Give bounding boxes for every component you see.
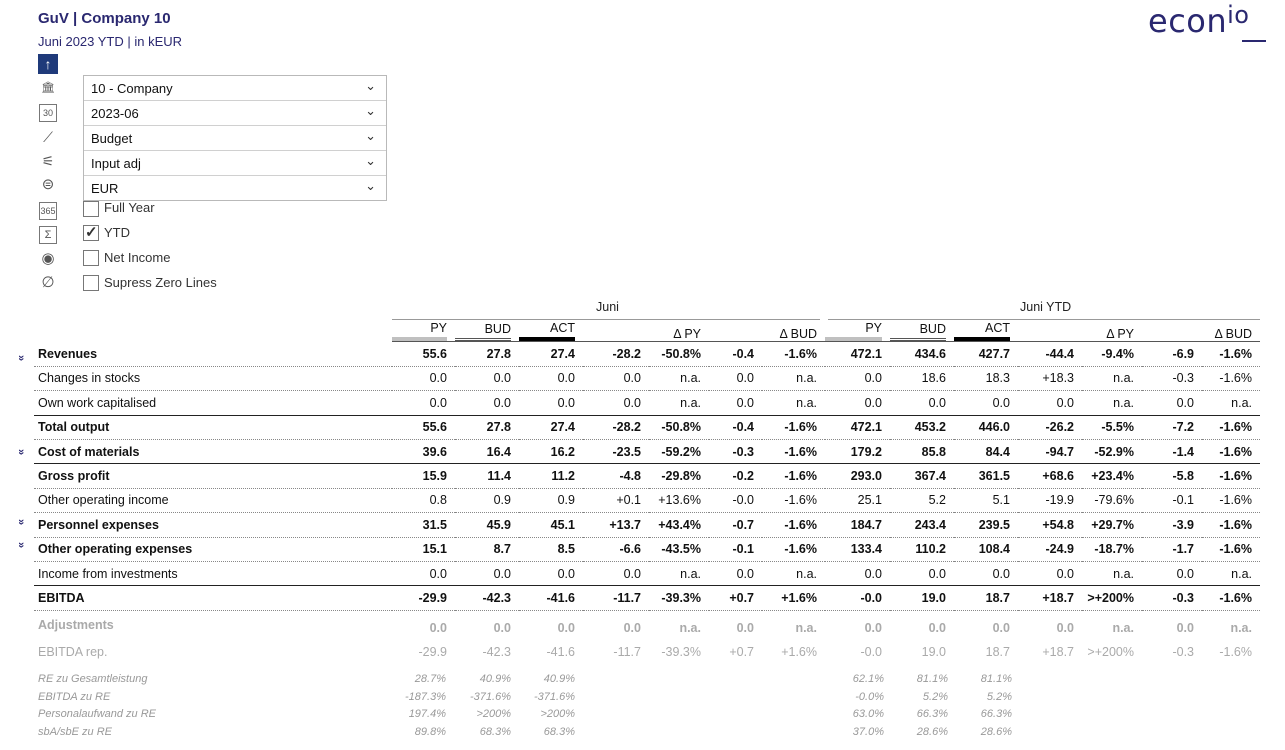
chevron-down-icon: ⌄	[365, 153, 376, 168]
table-cell: -1.6%	[1202, 342, 1260, 366]
table-cell: -24.9	[1018, 537, 1082, 561]
table-cell: n.a.	[649, 561, 709, 585]
table-cell: 31.5	[392, 513, 455, 537]
table-cell: +43.4%	[649, 513, 709, 537]
table-cell: +0.1	[583, 488, 649, 512]
kpi-value: 62.1%	[852, 673, 884, 685]
kpi-value: 28.6%	[980, 725, 1012, 738]
kpi-value: 89.8%	[414, 725, 446, 738]
kpi-value: 40.9%	[479, 673, 511, 685]
kpi-value: 40.9%	[543, 673, 575, 685]
table-cell: -0.1	[1142, 488, 1202, 512]
kpi-value: 68.3%	[479, 725, 511, 738]
suppress-zero-label: Supress Zero Lines	[104, 275, 217, 290]
table-cell: -6.6	[583, 537, 649, 561]
table-row[interactable]	[34, 561, 1260, 585]
table-cell: 0.0	[583, 391, 649, 415]
group-header-month: Juni	[596, 300, 619, 314]
table-cell: 15.1	[392, 537, 455, 561]
expand-chevron-icon[interactable]: »	[15, 518, 28, 525]
table-cell: 0.0	[736, 621, 754, 636]
table-cell: +23.4%	[1082, 464, 1142, 488]
kpi-value: 68.3%	[543, 725, 575, 738]
table-cell: -0.4	[709, 342, 762, 366]
row-label: Own work capitalised	[34, 391, 392, 415]
table-cell: -0.3	[1142, 586, 1202, 610]
table-row[interactable]	[34, 488, 1260, 512]
table-cell: -39.3%	[649, 586, 709, 610]
net-income-label: Net Income	[104, 250, 171, 265]
table-cell: 45.9	[455, 513, 519, 537]
table-cell: 293.0	[825, 464, 890, 488]
row-label: Changes in stocks	[34, 366, 392, 390]
row-label: EBITDA rep.	[38, 644, 108, 659]
table-cell: n.a.	[1202, 561, 1260, 585]
table-cell: -0.2	[709, 464, 762, 488]
table-cell: -6.9	[1142, 342, 1202, 366]
table-cell: -43.5%	[649, 537, 709, 561]
table-cell: -0.0	[825, 586, 890, 610]
table-cell: +18.3	[1018, 366, 1082, 390]
currency-select[interactable]	[84, 176, 386, 200]
table-cell: -59.2%	[649, 439, 709, 463]
chevron-down-icon: ⌄	[365, 78, 376, 93]
table-cell: -1.7	[1142, 537, 1202, 561]
table-cell: 0.0	[864, 621, 882, 636]
row-label: Gross profit	[34, 464, 392, 488]
table-cell: 0.0	[519, 561, 583, 585]
table-cell: -19.9	[1018, 488, 1082, 512]
expand-chevron-icon[interactable]: »	[15, 354, 28, 362]
scenario-select[interactable]	[84, 126, 386, 151]
table-cell: -1.6%	[1202, 488, 1260, 512]
table-cell: n.a.	[795, 621, 817, 636]
table-cell: n.a.	[1230, 621, 1252, 636]
table-cell: 27.8	[455, 342, 519, 366]
table-cell: -4.8	[583, 464, 649, 488]
table-cell: 0.0	[583, 366, 649, 390]
table-cell: n.a.	[679, 621, 701, 636]
scenario-value: Budget	[91, 131, 133, 146]
table-cell: -5.5%	[1082, 415, 1142, 439]
table-row[interactable]	[34, 366, 1260, 390]
table-cell: -1.6%	[762, 464, 825, 488]
table-cell: -44.4	[1018, 342, 1082, 366]
column-header[interactable]: PY	[825, 318, 890, 342]
table-cell: -18.7%	[1082, 537, 1142, 561]
column-header[interactable]	[709, 318, 762, 342]
table-cell: -1.6%	[1219, 644, 1252, 659]
column-header[interactable]	[583, 318, 649, 342]
kpi-label: EBITDA zu RE	[38, 690, 111, 703]
table-cell: +54.8	[1018, 513, 1082, 537]
table-cell: -1.6%	[1202, 513, 1260, 537]
company-value: 10 - Company	[91, 81, 173, 96]
table-cell: -1.4	[1142, 439, 1202, 463]
table-cell: 0.0	[493, 621, 511, 636]
kpi-value: 5.2%	[986, 690, 1012, 703]
table-cell: 16.4	[455, 439, 519, 463]
table-cell: 0.0	[519, 391, 583, 415]
table-row[interactable]	[34, 342, 1260, 366]
table-cell: -0.3	[1172, 644, 1194, 659]
table-cell: -1.6%	[762, 513, 825, 537]
table-cell: 0.0	[392, 366, 455, 390]
period-value: 2023-06	[91, 106, 139, 121]
column-header[interactable]	[1018, 318, 1082, 342]
table-cell: -0.4	[709, 415, 762, 439]
logo-sup-text: io	[1227, 1, 1250, 29]
table-cell: >+200%	[1082, 586, 1142, 610]
table-cell: -29.8%	[649, 464, 709, 488]
group-header-ytd: Juni YTD	[1020, 300, 1072, 314]
table-cell: 8.5	[519, 537, 583, 561]
table-cell: +0.7	[709, 586, 762, 610]
logo-main-text: econ	[1148, 2, 1228, 40]
table-cell: -0.3	[1142, 366, 1202, 390]
table-row[interactable]	[34, 586, 1260, 610]
column-header[interactable]: Δ PY	[649, 318, 709, 342]
table-cell: 0.0	[1142, 561, 1202, 585]
table-cell: -0.0	[860, 644, 882, 659]
table-cell: 0.0	[429, 621, 447, 636]
table-row[interactable]	[34, 610, 1260, 640]
kpi-value: >200%	[540, 708, 575, 720]
row-label: Income from investments	[34, 561, 392, 585]
table-cell: 39.6	[392, 439, 455, 463]
table-cell: 0.0	[825, 561, 890, 585]
table-cell: -1.6%	[1202, 415, 1260, 439]
bank-icon: 🏛	[41, 82, 55, 94]
full-year-checkbox[interactable]	[83, 201, 99, 217]
table-cell: 0.9	[519, 488, 583, 512]
table-cell: +13.6%	[649, 488, 709, 512]
table-cell: -0.7	[709, 513, 762, 537]
ytd-label: YTD	[104, 225, 130, 240]
column-header[interactable]: Δ BUD	[1202, 318, 1260, 342]
table-cell: 0.9	[455, 488, 519, 512]
table-cell: +1.6%	[781, 644, 817, 659]
table-cell: -0.3	[709, 439, 762, 463]
table-cell: 427.7	[954, 342, 1018, 366]
currency-icon: ⊜	[41, 176, 55, 193]
table-cell: -29.9	[392, 586, 455, 610]
table-cell: 0.0	[557, 621, 575, 636]
table-row[interactable]	[34, 537, 1260, 561]
chart-line-icon: ⟋	[43, 129, 53, 145]
table-cell: -1.6%	[762, 342, 825, 366]
table-cell: >+200%	[1087, 644, 1134, 659]
kpi-value: 5.2%	[922, 690, 948, 703]
table-row[interactable]	[34, 391, 1260, 415]
full-year-label: Full Year	[104, 200, 155, 215]
table-cell: 446.0	[954, 415, 1018, 439]
table-cell: 5.2	[890, 488, 954, 512]
table-cell: 0.0	[1018, 561, 1082, 585]
income-statement-table	[34, 318, 1260, 663]
table-cell: 434.6	[890, 342, 954, 366]
table-cell: -42.3	[455, 586, 519, 610]
table-cell: n.a.	[1202, 391, 1260, 415]
arrow-up-icon[interactable]: ↑	[38, 54, 58, 74]
table-cell: -1.6%	[1202, 464, 1260, 488]
table-cell: 27.8	[455, 415, 519, 439]
table-cell: +1.6%	[762, 586, 825, 610]
table-cell: 0.0	[954, 391, 1018, 415]
econio-logo	[1148, 2, 1250, 40]
table-cell: -28.2	[583, 342, 649, 366]
table-cell: n.a.	[1112, 621, 1134, 636]
table-cell: -5.8	[1142, 464, 1202, 488]
table-row[interactable]	[34, 439, 1260, 463]
table-cell: -50.8%	[649, 342, 709, 366]
table-cell: +13.7	[583, 513, 649, 537]
table-cell: +29.7%	[1082, 513, 1142, 537]
kpi-value: 28.6%	[916, 725, 948, 738]
table-cell: 85.8	[890, 439, 954, 463]
table-cell: 0.0	[825, 366, 890, 390]
table-cell: n.a.	[649, 366, 709, 390]
table-cell: -42.3	[482, 644, 511, 659]
table-cell: 0.0	[455, 561, 519, 585]
kpi-value: 28.7%	[414, 673, 446, 685]
table-cell: -29.9	[418, 644, 447, 659]
row-label: Personnel expenses	[34, 513, 392, 537]
table-cell: 0.0	[954, 561, 1018, 585]
table-cell: -1.6%	[762, 537, 825, 561]
table-cell: 0.0	[825, 391, 890, 415]
table-cell: 0.0	[890, 561, 954, 585]
calendar-icon: 30	[39, 104, 57, 122]
table-cell: 27.4	[519, 342, 583, 366]
table-cell: 84.4	[954, 439, 1018, 463]
kpi-value: -0.0%	[855, 690, 884, 703]
table-cell: 45.1	[519, 513, 583, 537]
table-cell: 16.2	[519, 439, 583, 463]
table-cell: 110.2	[890, 537, 954, 561]
table-cell: 0.0	[392, 561, 455, 585]
expand-chevron-icon[interactable]: »	[15, 542, 28, 549]
table-cell: 472.1	[825, 342, 890, 366]
report-subtitle: Juni 2023 YTD | in kEUR	[38, 34, 183, 49]
column-header[interactable]: PY	[392, 318, 455, 342]
table-cell: 367.4	[890, 464, 954, 488]
table-cell: 453.2	[890, 415, 954, 439]
table-row[interactable]	[34, 513, 1260, 537]
table-cell: 243.4	[890, 513, 954, 537]
table-cell: 18.3	[954, 366, 1018, 390]
table-cell: n.a.	[1082, 561, 1142, 585]
eye-icon: ◉	[41, 250, 55, 267]
kpi-value: 81.1%	[980, 673, 1012, 685]
table-cell: 0.0	[1056, 621, 1074, 636]
table-cell: 0.0	[1142, 391, 1202, 415]
kpi-label: Personalaufwand zu RE	[38, 708, 157, 720]
table-row[interactable]	[34, 415, 1260, 439]
sliders-icon: ⚟	[41, 153, 55, 169]
table-cell: 0.0	[709, 391, 762, 415]
table-cell: 0.0	[455, 366, 519, 390]
row-label: Other operating expenses	[34, 537, 392, 561]
table-cell: -7.2	[1142, 415, 1202, 439]
table-cell: n.a.	[1082, 366, 1142, 390]
table-row[interactable]	[34, 464, 1260, 488]
table-cell: 8.7	[455, 537, 519, 561]
table-cell: -79.6%	[1082, 488, 1142, 512]
table-cell: -94.7	[1018, 439, 1082, 463]
table-cell: 184.7	[825, 513, 890, 537]
table-cell: 0.0	[623, 621, 641, 636]
table-cell: 15.9	[392, 464, 455, 488]
table-cell: -0.0	[709, 488, 762, 512]
table-cell: 0.0	[1176, 621, 1194, 636]
report-title: GuV | Company 10	[38, 10, 171, 27]
table-cell: 108.4	[954, 537, 1018, 561]
table-cell: 18.7	[954, 586, 1018, 610]
kpi-value: 197.4%	[408, 708, 446, 720]
table-cell: 5.1	[954, 488, 1018, 512]
table-cell: 25.1	[825, 488, 890, 512]
table-cell: 11.4	[455, 464, 519, 488]
column-header[interactable]	[1142, 318, 1202, 342]
table-cell: 18.7	[985, 644, 1010, 659]
table-cell: 239.5	[954, 513, 1018, 537]
table-cell: +18.7	[1042, 644, 1074, 659]
row-label: Adjustments	[38, 618, 114, 633]
table-cell: -9.4%	[1082, 342, 1142, 366]
column-header-row	[34, 318, 1260, 342]
kpi-value: 66.3%	[916, 708, 948, 720]
table-cell: 0.0	[928, 621, 946, 636]
table-cell: -1.6%	[762, 415, 825, 439]
table-cell: -3.9	[1142, 513, 1202, 537]
table-cell: 179.2	[825, 439, 890, 463]
table-cell: 18.6	[890, 366, 954, 390]
company-select[interactable]	[84, 76, 386, 101]
row-label: Total output	[34, 415, 392, 439]
table-cell: -39.3%	[661, 644, 701, 659]
table-cell: -23.5	[583, 439, 649, 463]
table-cell: 27.4	[519, 415, 583, 439]
kpi-label: RE zu Gesamtleistung	[38, 673, 148, 685]
table-cell: -52.9%	[1082, 439, 1142, 463]
table-cell: -1.6%	[762, 439, 825, 463]
chevron-down-icon: ⌄	[365, 103, 376, 118]
table-cell: -11.7	[613, 644, 641, 659]
column-header[interactable]: BUD	[455, 318, 519, 342]
net-income-checkbox[interactable]	[83, 250, 99, 266]
table-cell: 55.6	[392, 342, 455, 366]
table-cell: +68.6	[1018, 464, 1082, 488]
table-cell: -1.6%	[1202, 439, 1260, 463]
kpi-label: sbA/sbE zu RE	[38, 725, 112, 738]
table-cell: 0.0	[1018, 391, 1082, 415]
kpi-value: 81.1%	[916, 673, 948, 685]
chevron-down-icon: ⌄	[365, 128, 376, 143]
table-cell: 19.0	[890, 586, 954, 610]
column-header[interactable]: BUD	[890, 318, 954, 342]
kpi-value: 63.0%	[852, 708, 884, 720]
chevron-down-icon: ⌄	[365, 178, 376, 193]
column-header[interactable]: Δ BUD	[762, 318, 825, 342]
kpi-value: 66.3%	[980, 708, 1012, 720]
adjustment-value: Input adj	[91, 156, 141, 171]
expand-chevron-icon[interactable]: »	[15, 448, 28, 455]
table-cell: 472.1	[825, 415, 890, 439]
row-label: EBITDA	[34, 586, 392, 610]
table-cell: -28.2	[583, 415, 649, 439]
table-cell: n.a.	[1082, 391, 1142, 415]
table-cell: -0.1	[709, 537, 762, 561]
table-cell: n.a.	[762, 391, 825, 415]
table-cell: -1.6%	[1202, 537, 1260, 561]
table-cell: 0.8	[392, 488, 455, 512]
table-cell: -1.6%	[762, 488, 825, 512]
row-label: Revenues	[34, 342, 392, 366]
adjustment-select[interactable]	[84, 151, 386, 176]
table-cell: 0.0	[992, 621, 1010, 636]
table-cell: 0.0	[709, 561, 762, 585]
table-cell: n.a.	[762, 561, 825, 585]
filter-panel	[83, 75, 387, 201]
ytd-checkbox[interactable]	[83, 225, 99, 241]
table-cell: -1.6%	[1202, 366, 1260, 390]
table-cell: -26.2	[1018, 415, 1082, 439]
table-cell: 11.2	[519, 464, 583, 488]
table-cell: -50.8%	[649, 415, 709, 439]
table-cell: 0.0	[890, 391, 954, 415]
kpi-value: 37.0%	[852, 725, 884, 738]
suppress-zero-checkbox[interactable]	[83, 275, 99, 291]
table-cell: n.a.	[649, 391, 709, 415]
table-cell: n.a.	[762, 366, 825, 390]
table-cell: -41.6	[519, 586, 583, 610]
table-cell: 55.6	[392, 415, 455, 439]
row-label: Cost of materials	[34, 439, 392, 463]
365-icon: 365	[39, 202, 57, 220]
kpi-value: -371.6%	[534, 690, 575, 703]
table-cell: -1.6%	[1202, 586, 1260, 610]
column-header[interactable]: ACT	[519, 318, 583, 342]
table-cell: -11.7	[583, 586, 649, 610]
table-cell: 361.5	[954, 464, 1018, 488]
table-cell: +0.7	[729, 644, 754, 659]
kpi-value: -187.3%	[405, 690, 446, 703]
table-cell: 0.0	[392, 391, 455, 415]
column-header[interactable]: ACT	[954, 318, 1018, 342]
table-cell: +18.7	[1018, 586, 1082, 610]
row-label: Other operating income	[34, 488, 392, 512]
sigma-icon: Σ	[39, 226, 57, 244]
column-header[interactable]: Δ PY	[1082, 318, 1142, 342]
table-cell: 133.4	[825, 537, 890, 561]
empty-set-icon: ∅	[41, 274, 55, 291]
table-row[interactable]	[34, 640, 1260, 663]
table-cell: -41.6	[546, 644, 575, 659]
kpi-value: >200%	[476, 708, 511, 720]
table-cell: 19.0	[921, 644, 946, 659]
table-cell: 0.0	[709, 366, 762, 390]
table-cell: 0.0	[455, 391, 519, 415]
table-cell: 0.0	[519, 366, 583, 390]
currency-value: EUR	[91, 181, 119, 196]
kpi-value: -371.6%	[470, 690, 511, 703]
period-select[interactable]	[84, 101, 386, 126]
table-cell: 0.0	[583, 561, 649, 585]
